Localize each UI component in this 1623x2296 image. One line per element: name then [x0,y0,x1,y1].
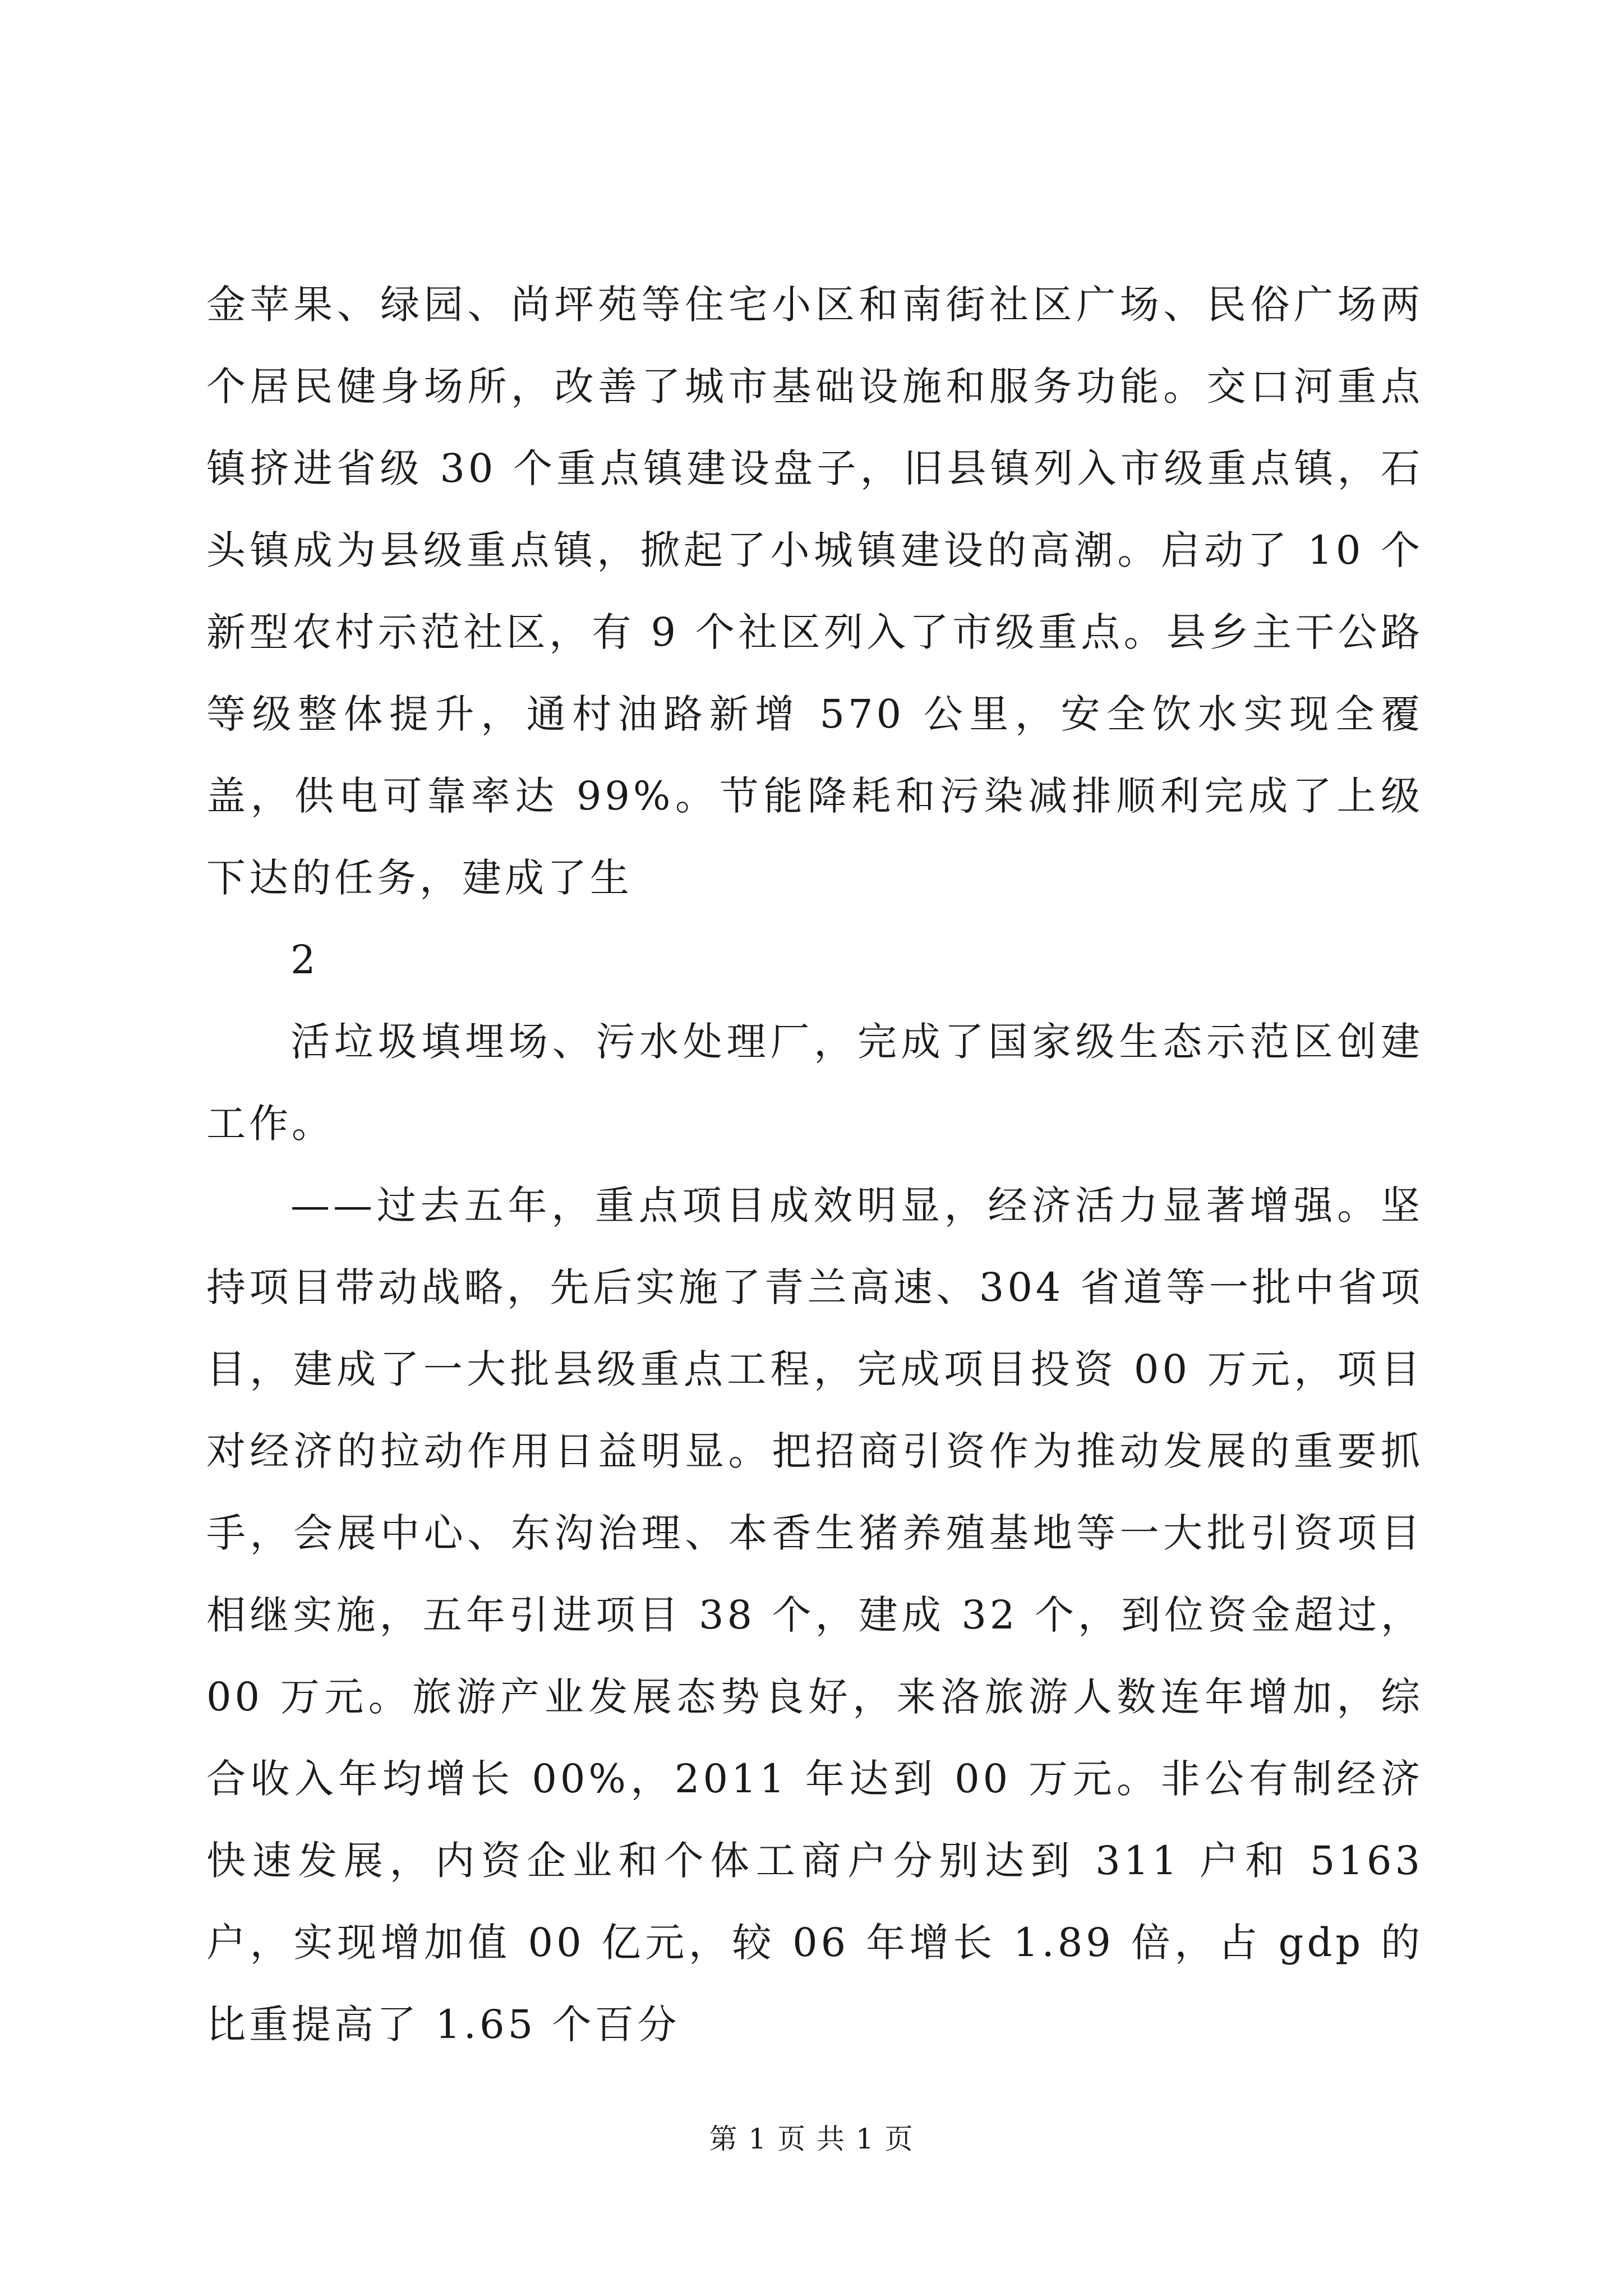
paragraph-continued: 金苹果、绿园、尚坪苑等住宅小区和南街社区广场、民俗广场两个居民健身场所，改善了城市基础设施和服务功能。交口河重点镇挤进省级 30 个重点镇建设盘子，旧县镇列入市级重点镇，石头镇成为县级重点镇，掀起了小城镇建设的高潮。启动了 10 个新型农村示范社区，有 9 个社区列入了市级重点。县乡主干公路等级整体提升，通村油路新增 570 公里，安全饮水实现全覆盖，供电可靠率达 99%。节能降耗和污染减排顺利完成了上级下达的任务，建成了生 [206,282,1423,901]
paragraph-ecology: 活垃圾填埋场、污水处理厂，完成了国家级生态示范区创建工作。 [206,1019,1423,1147]
page-footer: 第 1 页 共 1 页 [709,2123,914,2155]
paragraph-key-projects: ——过去五年，重点项目成效明显，经济活力显著增强。坚持项目带动战略，先后实施了青兰高速、304 省道等一批中省项目，建成了一大批县级重点工程，完成项目投资 00 万元，项目对经济的拉动作用日益明显。把招商引资作为推动发展的重要抓手，会展中心、东沟治理、本香生猪养殖基地等一大批引资项目相继实施，五年引进项目 38 个，建成 32 个，到位资金超过，00 万元。旅游产业发展态势良好，来洛旅游人数连年增加，综合收入年均增长 00%，2011 年达到 00 万元。非公有制经济快速发展，内资企业和个体工商户分别达到 311 户和 5163 户，实现增加值 00 亿元，较 06 年增长 1.89 倍，占 gdp 的比重提高了 1.65 个百分 [206,1182,1423,2047]
page-marker: 2 [291,937,316,983]
document-body [206,264,1423,2065]
